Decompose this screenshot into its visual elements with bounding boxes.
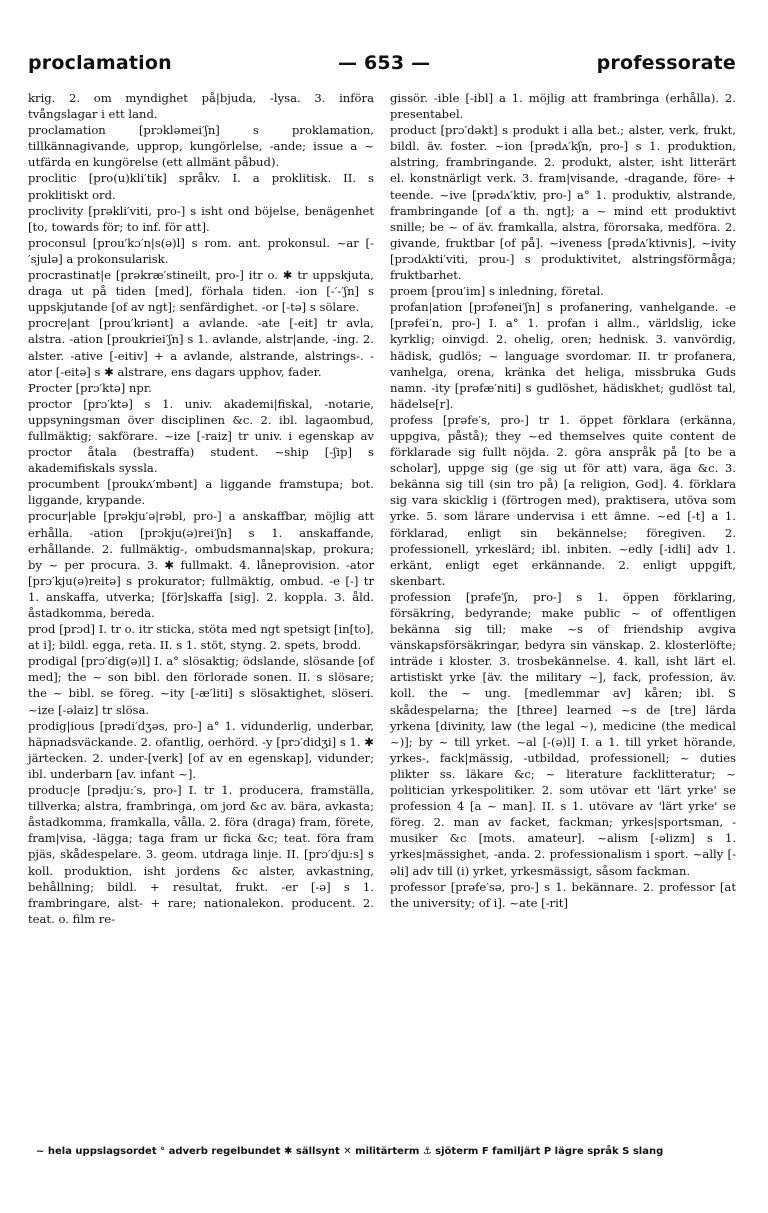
dictionary-entry: gissör. -ible [-ibl] a 1. möjlig att frambringa (erhålla). 2. presentabel. [390,91,736,122]
dictionary-entry: krig. 2. om myndighet på|bjuda, -lysa. 3. införa tvångslagar i ett land. [28,91,374,122]
dictionary-entry: Procter [prɔ′ktə] npr. [28,380,152,395]
dictionary-entry: product [prɔ′dəkt] s produkt i alla bet.; alster, verk, frukt, bildl. äv. foster. ~ion [prədʌ′kʃn, pro-] s 1. produktion, alstring, frambringande. 2. produkt, alster, isht litterärt el. konstnärligt verk. 3. fram|visande, -dragande, före- + teende. ~ive [prədʌ′ktiv, pro-] a° 1. produktiv, alstrande, frambringande [of a th. ngt]; a ~ mind ett produktivt snille; be ~ of äv. framkalla, alstra, förorsaka, medföra. 2. givande, fruktbar [of på]. ~iveness [prədʌ′ktivnis], ~ivity [prɔdʌkti′viti, prou-] s produktivitet, alstringsförmåga; fruktbarhet. [390,123,736,283]
left-guide-word: proclamation [28,52,172,74]
dictionary-entry: prod [prɔd] I. tr o. itr sticka, stöta med ngt spetsigt [in[to], at i]; bildl. egga, reta. II. s 1. stöt, styng. 2. spets, brodd. [28,622,374,653]
dictionary-entry: profession [prəfe′ʃn, pro-] s 1. öppen förklaring, försäkring, bedyrande; make public ~ of offentligen bekänna sig till; make ~s of friendship avgiva vänskapsförsäkringar, bedyra sin vänskap. 2. klosterlöfte; inträde i kloster. 3. trosbekännelse. 4. kall, isht lärt el. artistiskt yrke [äv. the military ~], fack, profession, äv. koll. the ~ ung. [medlemmar av] kåren; ibl. S skådespelarna; the [three] learned ~s de [tre] lärda yrkena [divinity, law (the legal ~), medicine (the medical ~)]; by ~ till yrket. ~al [-(ə)l] I. a 1. till yrket hörande, yrkes-, fack|mässig, -utbildad, professionell; ~ duties plikter ss. läkare &c; ~ literature facklitteratur; ~ politician yrkespolitiker. 2. som utövar ett 'lärt yrke' se profession 4 [a ~ man]. II. s 1. utövare av 'lärt yrke' se föreg. 2. man av facket, fackman; yrkes|sportsman, -musiker &c [mots. amateur]. ~alism [-əlizm] s 1. yrkes|mässighet, -anda. 2. professionalism i sport. ~ally [-əli] adv till (i) yrket, yrkesmässigt, såsom fackman. [390,589,736,878]
abbreviation-legend: ~ hela uppslagsordet ° adverb regelbundet ✱ sällsynt ✕ militärterm ⚓ sjöterm F familjärt P lägre språk S slang [36,1146,664,1157]
dictionary-entry: proem [prou′im] s inledning, företal. [390,284,604,299]
dictionary-entry: proconsul [prou′kɔ′n|s(ə)l] s rom. ant. prokonsul. ~ar [-′sjulə] a prokonsularisk. [28,235,374,266]
left-column [28,90,374,927]
dictionary-entry: prodig|ious [prədi′dʒəs, pro-] a° 1. vidunderlig, underbar, häpnadsväckande. 2. ofantlig, oerhörd. -y [prɔ′didʒi] s 1. ✱ järtecken. 2. under-[verk] [of av en egenskap], vidunder; ibl. underbarn [av. infant ~]. [28,718,374,781]
right-guide-word: professorate [596,52,736,74]
dictionary-entry: professor [prəfe′sə, pro-] s 1. bekännare. 2. professor [at the university; of i]. ~ate [-rit] [390,879,736,910]
dictionary-entry: procrastinat|e [prəkræ′stineilt, pro-] itr o. ✱ tr uppskjuta, draga ut på tiden [med], förhala tiden. -ion [-′-′ʃn] s uppskjutande [of av ngt]; senfärdighet. -or [-tə] s sölare. [28,268,374,315]
dictionary-entry: procur|able [prəkju′ə|rəbl, pro-] a anskaffbar, möjlig att erhålla. -ation [prɔkju(ə)rei′ʃn] s 1. anskaffande, erhållande. 2. fullmäktig-, ombudsmanna|skap, prokura; by ~ per procura. 3. ✱ fullmakt. 4. låneprovision. -ator [prɔ′kju(ə)reitə] s prokurator; fullmäktig, ombud. -e [-] tr 1. anskaffa, utverka; [för]skaffa [sig]. 2. koppla. 3. åld. åstadkomma, bereda. [28,509,374,620]
dictionary-entry: proclivity [prəkli′viti, pro-] s isht ond böjelse, benägenhet [to, towards för; to inf. för att]. [28,203,374,234]
right-column [390,90,736,911]
dictionary-entry: profan|ation [prɔfənei′ʃn] s profanering, vanhelgande. -e [prəfei′n, pro-] I. a° 1. profan i allm., världslig, icke kyrklig; oinvigd. 2. ohelig, oren; hednisk. 3. vanvördig, hädisk, gudlös; ~ language svordomar. II. tr profanera, vanhelga, orena, kränka det heliga, missbruka Guds namn. -ity [prəfæ′niti] s gudlöshet, hädiskhet; gudlöst tal, hädelse[r]. [390,300,736,411]
dictionary-entry: profess [prəfe′s, pro-] tr 1. öppet förklara (erkänna, uppgiva, påstå); they ~ed themselves quite content de förklarade sig fullt nöjda. 2. göra anspråk på [to be a scholar], uppge sig (ge sig ut för att) vara, äga &c. 3. bekänna sig till (sin tro på) [a religion, God]. 4. förklara sig vara skicklig i (förtrogen med), praktisera, utöva som yrke. 5. som lärare undervisa i ett ämne. ~ed [-t] a 1. förklarad, enligt sin bekännelse; föregiven. 2. professionell, yrkeslärd; ibl. inbiten. ~edly [-idli] adv 1. erkänt, enligt eget erkännande. 2. enligt uppgift, skenbart. [390,412,736,588]
dictionary-page [28,52,740,926]
dictionary-entry: proclamation [prɔkləmei′ʃn] s proklamation, tillkännagivande, upprop, kungörlelse, -ande; issue a ~ utfärda en kungörelse (ett allmänt påbud). [28,123,374,170]
page-header [28,52,740,78]
page-number: — 653 — [338,52,431,74]
dictionary-entry: procumbent [proukʌ′mbənt] a liggande framstupa; bot. liggande, krypande. [28,477,374,508]
dictionary-entry: produc|e [prədju:′s, pro-] I. tr 1. producera, framställa, tillverka; alstra, frambringa, om jord &c av. bära, avkasta; åstadkomma, framkalla, vålla. 2. föra (draga) fram, förete, fram|visa, -lägga; taga fram ur ficka &c; teat. föra fram pjäs, skådespelare. 3. geom. utdraga linje. II. [prɔ′dju:s] s koll. produktion, isht jordens &c alster, avkastning, behållning; bildl. + resultat, frukt. -er [-ə] s 1. frambringare, alst- + rare; nationalekon. producent. 2. teat. o. film re- [28,783,374,926]
dictionary-entry: prodigal [prɔ′dig(ə)l] I. a° slösaktig; ödslande, slösande [of med]; the ~ son bibl. den förlorade sonen. II. s slösare; the ~ bibl. se föreg. ~ity [-æ′liti] s slösaktighet, slöseri. ~ize [-əlaiz] tr slösa. [28,654,374,717]
dictionary-entry: procre|ant [prou′kriənt] a avlande. -ate [-eit] tr avla, alstra. -ation [proukriei′ʃn] s 1. avlande, alstr|ande, -ing. 2. alster. -ative [-eitiv] + a avlande, alstrande, alstrings-. -ator [-eitə] s ✱ alstrare, ens dagars upphov, fader. [28,316,374,379]
dictionary-entry: proclitic [pro(u)kli′tik] språkv. I. a proklitisk. II. s proklitiskt ord. [28,171,374,202]
dictionary-entry: proctor [prɔ′ktə] s 1. univ. akademi|fiskal, -notarie, uppsyningsman över disciplinen &c. 2. ibl. lagaombud, fullmäktig; sakförare. ~ize [-raiz] tr univ. i egenskap av proctor åtala (bestraffa) student. ~ship [-ʃip] s akademifiskals syssla. [28,396,374,476]
